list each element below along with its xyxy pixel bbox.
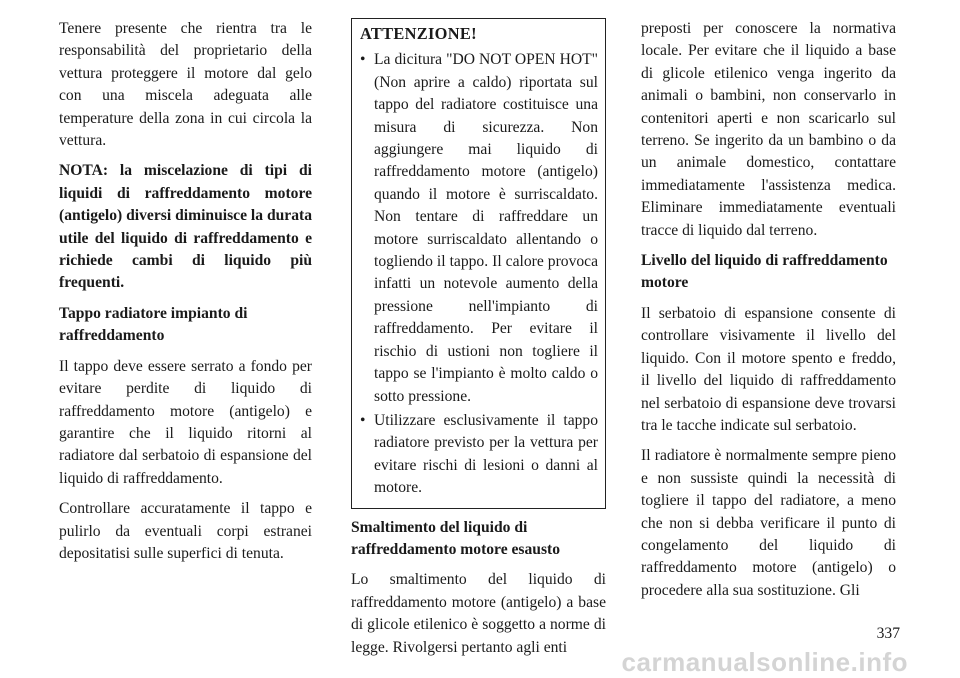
- warning-item: [360, 49, 598, 408]
- paragraph-expansion-tank: Il serbatoio di espansione consente di controllare visivamente il livello del liquido. Con il motore spento e freddo, il livello del liquido di raffreddamento nel serbatoio di espansione deve trovarsi tra le tacche indicate sul serbatoio.: [641, 304, 896, 434]
- note-mixing-coolant: NOTA: la miscelazione di tipi di liquidi di raffreddamento motore (antigelo) diversi diminuisce la durata utile del liquido di raffreddamento e richiede cambi di liquido più frequenti.: [59, 162, 312, 292]
- column-middle: [351, 18, 606, 667]
- paragraph-responsibility: Tenere presente che rientra tra le responsabilità del proprietario della vettura proteggere il motore dal gelo con una miscela adeguata alle temperature della zona in cui circola la vettura.: [59, 20, 312, 150]
- paragraph-radiator-full: Il radiatore è normalmente sempre pieno e non sussiste quindi la necessità di togliere il tappo del radiatore, a meno che non si debba verificare il punto di congelamento del liquido di raffreddamento motore (antigelo) o procedere alla sua sostituzione. Gli: [641, 447, 896, 599]
- watermark: carmanualsonline.info: [621, 647, 908, 677]
- bullet-icon: •: [360, 411, 366, 429]
- heading-coolant-level: Livello del liquido di raffreddamento motore: [641, 252, 888, 292]
- heading-radiator-cap: Tappo radiatore impianto di raffreddamento: [59, 304, 248, 345]
- page-number: 337: [876, 625, 900, 642]
- warning-item-text: Utilizzare esclusivamente il tappo radiatore previsto per la vettura per evitare rischi di lesioni o danni al motore.: [374, 411, 598, 497]
- paragraph-cap-tight: Il tappo deve essere serrato a fondo per evitare perdite di liquido di raffreddamento motore (antigelo) e garantire che il liquido ritorni al radiatore dal serbatoio di espansione del liquido di raffreddamento.: [59, 357, 312, 487]
- warning-title: ATTENZIONE!: [360, 24, 477, 43]
- heading-coolant-disposal: Smaltimento del liquido di raffreddamento motore esausto: [351, 518, 561, 558]
- paragraph-local-rules: preposti per conoscere la normativa locale. Per evitare che il liquido a base di glicole etilenico venga ingerito da animali o bambini, non conservarlo in contenitori aperti e non scaricarlo sul terreno. Se ingerito da un bambino o da un animale domestico, contattare immediatamente l'assistenza medica. Eliminare immediatamente eventuali tracce di liquido dal terreno.: [641, 20, 896, 239]
- paragraph-disposal: Lo smaltimento del liquido di raffreddamento motore (antigelo) a base di glicole etilenico è soggetto a norme di legge. Rivolgersi pertanto agli enti: [351, 571, 606, 656]
- bullet-icon: •: [360, 51, 366, 69]
- warning-list: [360, 49, 598, 499]
- column-right: [641, 18, 896, 610]
- warning-box: [351, 18, 606, 509]
- warning-item: [360, 410, 598, 500]
- paragraph-cap-clean: Controllare accuratamente il tappo e pulirlo da eventuali corpi estranei depositatisi sulle superfici di tenuta.: [59, 500, 312, 562]
- column-left: [59, 18, 312, 573]
- warning-item-text: La dicitura "DO NOT OPEN HOT" (Non aprire a caldo) riportata sul tappo del radiatore costituisce una misura di sicurezza. Non aggiungere mai liquido di raffreddamento motore (antigelo) quando il motore è surriscaldato. Non tentare di raffreddare un motore surriscaldato allentando o togliendo il tappo. Il calore provoca infatti un notevole aumento della pressione nell'impianto di raffreddamento. Per evitare il rischio di ustioni non togliere il tappo se l'impianto è molto caldo o sotto pressione.: [374, 51, 598, 405]
